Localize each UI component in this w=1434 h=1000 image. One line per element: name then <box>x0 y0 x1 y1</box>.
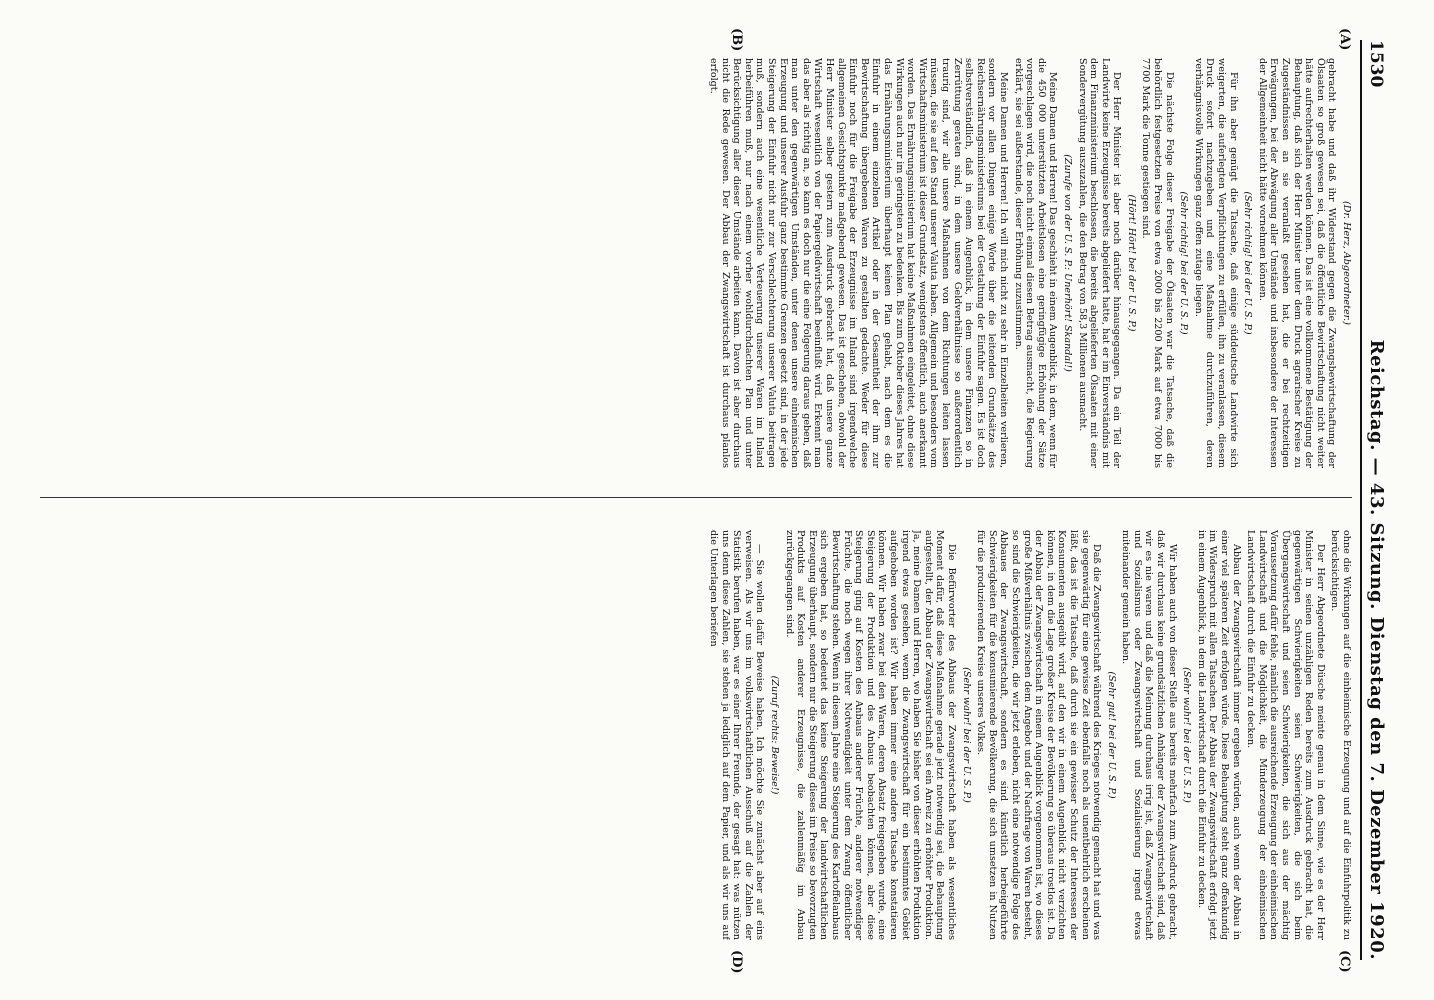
interjection: (Sehr gut! bei der U. S. P.) <box>1105 671 1117 799</box>
interjection: (Sehr richtig! bei der U. S. P.) <box>1178 191 1190 335</box>
paragraph: Der Herr Abgeordnete Düsche meinte genau in dem Sinne, wie es der Herr Minister in seinen unzähligen Reden bereits zum Ausdruck gebracht hat, die gegenwärtigen Schwierigkeiten seien Schwierigkeiten, die sich beim Übergangswirtschaft und seien Schwierigkeiten, die sich aus der mächtig Voraussetzung dafür fehle, nämlich die ausreichende Erzeugung der einheimischen Landwirtschaft und die Möglichkeit, die Minderzeugung der einheimischen Landwirtschaft durch die Einfuhr zu decken. <box>1245 530 1326 940</box>
interjection: (Hört! Hört! bei der U. S. P.) <box>1125 194 1137 332</box>
column-divider <box>40 497 1352 498</box>
margin-marker-d: (D) <box>729 950 744 974</box>
paragraph: Daß die Zwangswirtschaft während des Krieges notwendig gemacht hat und was sie gegenwärtig für eine gewisse Zeit ebenfalls noch als unentbehrlich erscheinen läßt, das ist die Tatsache, daß durch sie ein gewisser Schutz der Interessen der Konsumenten ausgeübt wird, auf den wir in einem Augenblick nicht verzichten können, in dem die Lage großer Kreise der Bevölkerung so überaus trostlos ist. Da der Abbau der Zwangswirtschaft in einem Augenblick vorgenommen ist, wo dieses große Mißverhältnis zwischen dem Angebot und der Nachfrage von Waren besteht, so sind die Schwierigkeiten, die wir jetzt erleben, nicht eine notwendige Folge des Abbaues der Zwangswirtschaft, sondern es sind künstlich herbeigeführte Schwierigkeiten für die konsumierende Bevölkerung, die sich umsetzen in Nutzen für die produzierenden Kreise unseres Volkes. <box>975 530 1103 940</box>
page-title: Reichstag. — 43. Sitzung. Dienstag den 7. Dezember 1920. <box>1366 339 1387 960</box>
speaker-line: (Dr. Herz, Abgeordneter.) <box>1341 201 1352 325</box>
margin-marker-c: (C) <box>1337 950 1352 973</box>
interjection: (Zuruf rechts: Beweise!) <box>769 675 781 795</box>
page-header <box>1360 40 1406 960</box>
interjection: (Sehr wahr! bei der U. S. P.) <box>1181 667 1193 803</box>
paragraph: Meine Damen und Herren! Das geschieht in einem Augenblick, in dem, wenn für die 450 000 unterstützten Arbeitslosen eine geringfügige Erhöhung der Sätze vorgeschlagen wird, die noch nicht einmal diesen Betrag ausmacht, die Regierung erklärt, sie sei außerstande, dieser Erhöhung zuzustimmen. <box>1012 58 1059 468</box>
margin-marker-a: (A) <box>1337 28 1352 51</box>
interjection: (Sehr wahr! bei der U. S. P.) <box>960 667 972 803</box>
interjection: (Zurufe von der U. S. P.: Unerhört! Skandal!) <box>1061 154 1073 372</box>
paragraph: gebracht habe und daß ihr Widerstand gegen die Zwangsbewirtschaftung der Ölsaaten so groß gewesen sei, daß die öffentliche Bewirtschaftung nicht weiter hätte aufrechterhalten werden können. Das ist eine vollkommene Bestätigung der Behauptung, daß sich der Herr Minister unter dem Druck agrarischer Kreise zu Zugeständnissen an sie veranlaßt gesehen hat, die er bei rechtzeitigen Erwägungen, bei der Abwägung aller Umstände und insbesondere der Interessen der Allgemeinheit nicht hätte vornehmen können. <box>1256 58 1338 468</box>
interjection: (Sehr richtig! bei der U. S. P.) <box>1242 191 1254 335</box>
paragraph: Für ihn aber genügt die Tatsache, daß einige süddeutsche Landwirte sich weigerten, die auferlegten Verpflichtungen zu erfüllen, ihn zu veranlassen, diesem Druck sofort nachzugeben und eine Maßnahme durchzuführen, deren verhängnisvolle Wirkungen ganz offen zutage liegen. <box>1192 58 1239 468</box>
left-text-column <box>40 58 1352 468</box>
right-text-column <box>40 530 1352 940</box>
margin-marker-b: (B) <box>729 28 744 52</box>
paragraph: Die nächste Folge dieser Freigabe der Ölsaaten war die Tatsache, daß die behördlich festgesetzten Preise von etwa 2000 bis 2200 Mark auf etwa 7000 bis 7700 Mark die Tonne gestiegen sind. <box>1140 58 1175 468</box>
paragraph: Abbau der Zwangswirtschaft immer ergeben würden, auch wenn der Abbau in einer viel späteren Zeit erfolgen würde. Diese Behauptung steht ganz offenkundig im Widerspruch mit allen Tatsachen. Der Abbau der Zwangswirtschaft erfolgt jetzt in einem Augenblick, in dem die Landwirtschaft durch die Einfuhr zu decken. <box>1195 530 1242 940</box>
paragraph: Wir haben auch von dieser Stelle aus bereits mehrfach zum Ausdruck gebracht, daß wir durchaus keine grundsätzlichen Anhänger der Zwangswirtschaft sind, daß wir es nie waren und daß die Meinung durchaus irrig ist, daß Zwangswirtschaft und Sozialismus oder Zwangswirtschaft und Sozialisierung irgend etwas miteinander gemein haben. <box>1120 530 1178 940</box>
paragraph: Der Herr Minister ist aber noch darüber hinausgegangen. Da ein Teil der Landwirte keine Erzeugnisse bereits abgeliefert hatte, hat er im Einverständnis mit dem Finanzministerium beschlossen, die bereits abgelieferten Ölsaaten mit einer Sondervergütung auszuzahlen, die den Betrag von 58,3 Millionen ausmacht. <box>1076 58 1123 468</box>
paragraph: Meine Damen und Herren! Ich will mich nicht zu sehr in Einzelheiten verlieren, sondern vor allen Dingen einige Worte über die leitenden Grundsätze des Reichsernährungsministeriums bei der Gestaltung der Einfuhr sagen. Es ist doch selbstverständlich, daß in einem Augenblick, in dem unsere Finanzen so in Zerrüttung geraten sind, in dem unsere Geldverhältnisse so außerordentlich traurig sind, wir alle unsere Maßnahmen von dem Richtungen leiten lassen müssen, die sie auf den Stand unserer Valuta haben. Allgemein und besonders vom Wirtschaftsministerium ist dieser Grundsatz, wenigstens öffentlich, auch anerkannt worden. Das Ernährungsministerium hat keine Maßnahmen eingeleitet, ohne diese Wirkungen auch nur im geringsten zu bedenken. Bis zum Oktober dieses Jahres hat das Ernährungsministerium überhaupt keinen Plan gehabt, nach dem es die Einfuhr in einem einzelnen Artikel oder in der Gesamtheit der ihm zur Bewirtschaftung übergebenen Waren zu gestalten gedachte. Weder für diese Einfuhr noch für die Freigabe der Erzeugnisse im Inland sind irgendwelche allgemeinen Gesichtspunkte maßgebend gewesen. Das ist geschehen, obwohl der Herr Minister selber gestern zum Ausdruck gebracht hat, daß unsere ganze Wirtschaft wesentlich von der Papiergeldwirtschaft beeinflußt wird. Erkennt man das aber als richtig an, so kann es doch nur die eine Folgerung daraus geben, daß man unter den gegenwärtigen Umständen, unter denen unsere einheimischen Erzeugung und unserer Ausfuhr ganz bestimmte Grenzen gesetzt sind, in der jede Steigerung der Einfuhr nicht nur zur Verschlechterung unserer Valuta beitragen muß, sondern auch eine wesentliche Verteuerung unserer Waren im Inland herbeiführen muß, nur nach einem vorher wohldurchdachten Plan und unter Berücksichtigung aller dieser Umstände arbeiten kann. Davon ist aber durchaus nicht die Rede gewesen. Der Abbau der Zwangswirtschaft ist durchaus planlos erfolgt. <box>708 58 1009 468</box>
paragraph: Die Befürworter des Abbaus der Zwangswirtschaft haben als wesentliches Moment dafür, daß diese Maßnahme gerade jetzt notwendig sei, die Behauptung aufgestellt, der Abbau der Zwangswirtschaft sei ein Anreiz zu erhöhter Produktion. Ja, meine Damen und Herren, wo haben Sie bisher von dieser erhöhten Produktion irgend etwas gesehen, wenn die Zwangswirtschaft für ein bestimmtes Gebiet aufgehoben worden ist? Wir haben immer eine andere Tatsache konstatieren können. Wir haben zwar bei den Waren, deren Absatz freigegeben wurde, eine Steigerung der Produktion und des Anbaus beobachten können, aber diese Steigerung ging auf Kosten des Anbaus anderer Früchte, anderer notwendiger Früchte, die noch wegen ihrer Notwendigkeit unter dem Zwang öffentlicher Bewirtschaftung stehen. Wenn in diesem Jahre eine Steigerung des Kartoffelanbaus sich ergeben hat, so bedeutet das keine Steigerung der landwirtschaftlichen Erzeugung überhaupt, sondern nur die Steigerung dieses im Preise so bevorzugten Produkts auf Kosten anderer Erzeugnisse, die zahlenmäßig im Anbau zurückgegangen sind. <box>783 530 957 940</box>
paragraph: — Sie wollen dafür Beweise haben. Ich möchte Sie zunächst aber auf eins verweisen. Als wir uns im volkswirtschaftlichen Ausschuß auf die Zahlen der Statistik berufen haben, war es einer Ihrer Freunde, der gesagt hat: was nützen uns denn diese Zahlen, sie stehen ja lediglich auf dem Papier, und als wir uns auf die Unterlagen beriefen <box>708 530 766 940</box>
page-number: 1530 <box>1366 40 1386 88</box>
paragraph: ohne die Wirkungen auf die einheimische Erzeugung und auf die Einfuhrpolitik zu berücksichtigen. <box>1329 530 1352 940</box>
